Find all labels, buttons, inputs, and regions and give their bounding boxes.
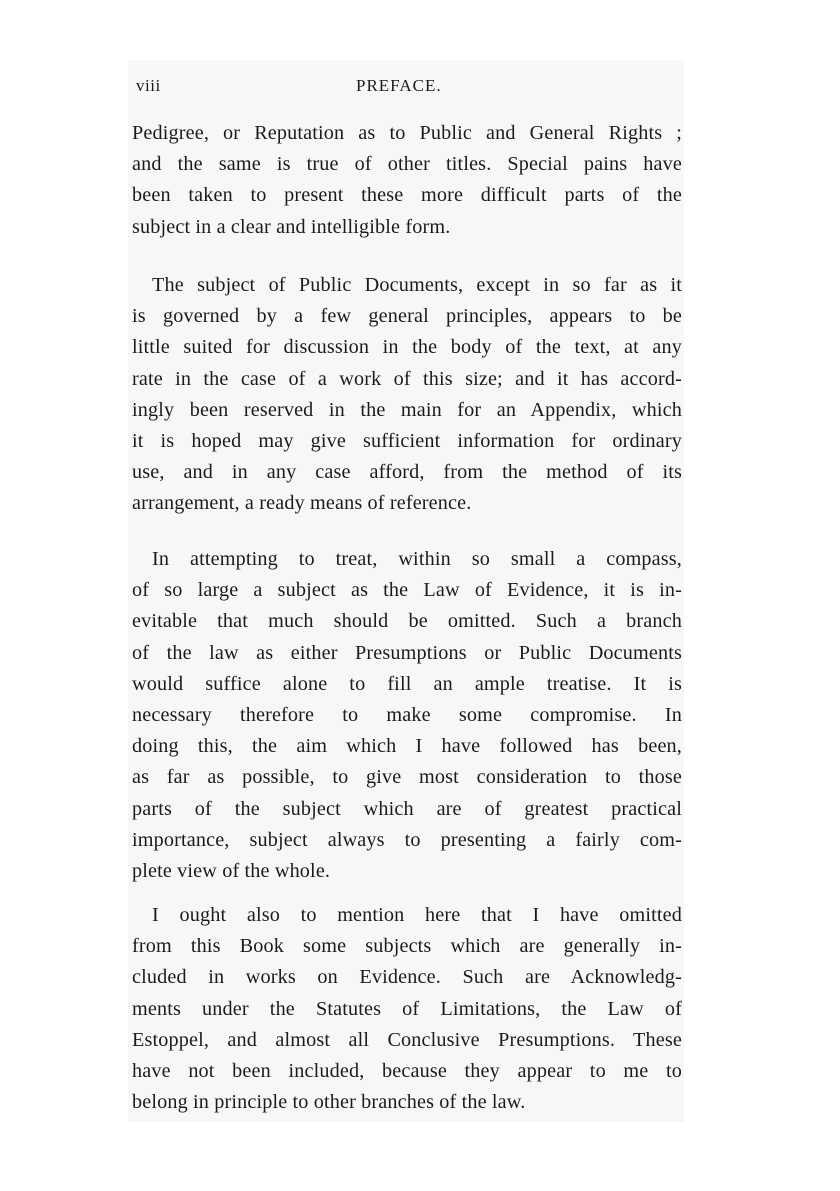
text-line: little suited for discussion in the body of the text, at any (132, 336, 682, 359)
text-line: Estoppel, and almost all Conclusive Presumptions. These (132, 1028, 682, 1051)
text-line: rate in the case of a work of this size; and it has accord- (132, 367, 682, 390)
text-line: importance, subject always to presenting a fairly com- (132, 828, 682, 851)
text-line: as far as possible, to give most consideration to those (132, 766, 682, 789)
text-line: of the law as either Presumptions or Public Documents (132, 641, 682, 664)
text-line: have not been included, because they appear to me to (132, 1060, 682, 1083)
text-line: and the same is true of other titles. Special pains have (132, 153, 682, 176)
text-line: doing this, the aim which I have followed has been, (132, 735, 682, 758)
text-line: would suffice alone to fill an ample treatise. It is (132, 672, 682, 695)
text-line: necessary therefore to make some compromise. In (132, 704, 682, 727)
paragraph-1 (132, 118, 682, 243)
text-line: Pedigree, or Reputation as to Public and General Rights ; (132, 122, 682, 144)
text-line: arrangement, a ready means of reference. (132, 492, 472, 515)
text-line: In attempting to treat, within so small a compass, (152, 548, 682, 570)
text-line: cluded in works on Evidence. Such are Acknowledg- (132, 966, 682, 989)
running-title: PREFACE. (356, 76, 442, 95)
text-line: is governed by a few general principles, appears to be (132, 305, 682, 328)
running-header (130, 76, 680, 100)
text-line: The subject of Public Documents, except in so far as it (152, 274, 682, 296)
text-line: ments under the Statutes of Limitations, the Law of (132, 997, 682, 1020)
text-line: parts of the subject which are of greatest practical (132, 797, 682, 820)
paragraph-4 (132, 900, 682, 1118)
text-line: it is hoped may give sufficient information for ordinary (132, 430, 682, 453)
text-line: ingly been reserved in the main for an Appendix, which (132, 398, 682, 421)
text-line: I ought also to mention here that I have omitted (152, 904, 682, 926)
text-line: evitable that much should be omitted. Such a branch (132, 610, 682, 633)
text-line: of so large a subject as the Law of Evidence, it is in- (132, 579, 682, 602)
text-line: plete view of the whole. (132, 860, 331, 883)
text-line: use, and in any case afford, from the method of its (132, 461, 682, 484)
text-line: been taken to present these more difficult parts of the (132, 184, 682, 207)
page-number: viii (136, 76, 161, 95)
paragraph-2 (132, 270, 682, 520)
paragraph-3 (132, 544, 682, 887)
text-line: belong in principle to other branches of the law. (132, 1091, 526, 1114)
text-line: subject in a clear and intelligible form. (132, 215, 451, 238)
text-line: from this Book some subjects which are generally in- (132, 935, 682, 958)
